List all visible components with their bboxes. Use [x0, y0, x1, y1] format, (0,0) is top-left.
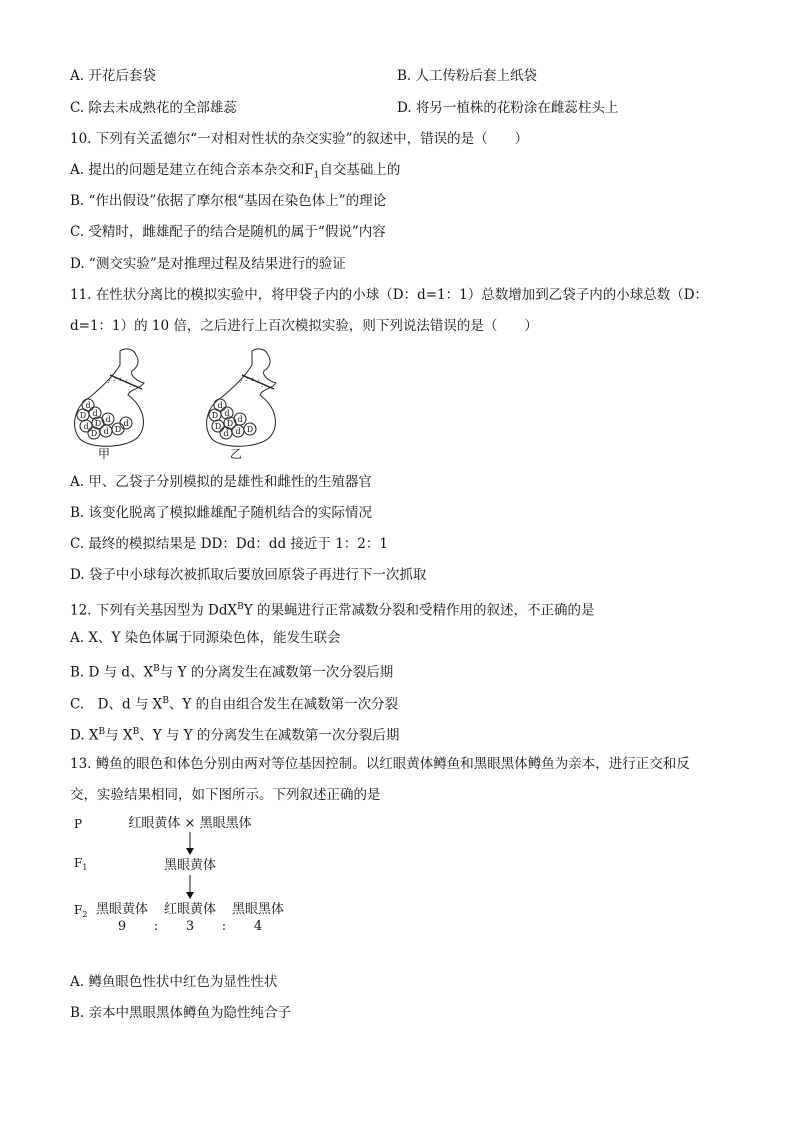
- q11-stem-line1: 11. 在性状分离比的模拟实验中，将甲袋子内的小球（D：d=1：1）总数增加到乙袋子内的小球总数（D：: [70, 287, 709, 303]
- q11-option-d: D. 袋子中小球每次被抓取后要放回原袋子再进行下一次抓取: [70, 567, 427, 583]
- q9-option-d: D. 将另一植株的花粉涂在雌蕊柱头上: [397, 100, 619, 116]
- ball-label: d: [237, 415, 243, 424]
- f1-subscript: 1: [82, 863, 88, 872]
- q10-option-a-pre: A. 提出的问题是建立在纯合亲本杂交和F: [70, 162, 314, 178]
- q12-option-b-sup: B: [153, 664, 160, 674]
- q10-stem: 10. 下列有关孟德尔“一对相对性状的杂交实验”的叙述中，错误的是（ ）: [70, 131, 529, 147]
- q12-option-d-pre: D. X: [70, 727, 99, 744]
- q11-bags-figure: [70, 345, 300, 463]
- ball-label: d: [224, 409, 230, 418]
- bag-jia: [75, 349, 144, 446]
- ratio-value-3: 4: [253, 919, 263, 934]
- f1-phenotype: 黑眼黄体: [163, 858, 217, 873]
- q12-option-d-post: 、Y 与 Y 的分离发生在减数第一次分裂后期: [139, 727, 400, 744]
- ball-label: D: [211, 411, 219, 420]
- f2-phenotype-1: 黑眼黄体: [95, 902, 149, 917]
- q12-option-d-mid: 与 X: [105, 727, 133, 744]
- ratio-colon-1: :: [153, 919, 159, 934]
- q12-option-c-sup: B: [162, 696, 169, 706]
- bag-yi-label: 乙: [229, 447, 243, 461]
- ball-label: D: [226, 419, 234, 428]
- q12-option-d-sup1: B: [98, 727, 106, 737]
- f1-letter: F: [74, 856, 83, 870]
- q11-option-c: C. 最终的模拟结果是 DD：Dd：dd 接近于 1：2：1: [70, 536, 388, 552]
- q10-option-a-sub: 1: [313, 170, 320, 181]
- q12-stem-pre: 12. 下列有关基因型为 DdX: [70, 602, 238, 619]
- q11-stem-line2: d=1：1）的 10 倍，之后进行上百次模拟实验，则下列说法错误的是（ ）: [70, 318, 538, 334]
- bag-jia-label: 甲: [97, 447, 111, 461]
- q12-option-c-post: 、Y 的自由组合发生在减数第一次分裂: [168, 696, 399, 713]
- q12-option-a: A. X、Y 染色体属于同源染色体，能发生联会: [70, 630, 341, 646]
- q10-option-a: [70, 161, 400, 185]
- ball-label: D: [94, 419, 102, 428]
- arrow-head: [186, 848, 194, 855]
- f2-subscript: 2: [82, 910, 88, 919]
- ball-label: D: [90, 429, 98, 438]
- p-cross-text: 红眼黄体 × 黑眼黑体: [128, 816, 252, 831]
- f2-phenotype-2: 红眼黄体: [163, 902, 217, 917]
- q10-option-a-post: 自交基础上的: [319, 162, 401, 178]
- q11-option-b: B. 该变化脱离了模拟雌雄配子随机结合的实际情况: [70, 505, 373, 521]
- q12-option-d-sup2: B: [132, 727, 140, 737]
- ball-label: D: [214, 422, 222, 431]
- q10-option-d: D. “测交实验”是对推理过程及结果进行的验证: [70, 256, 346, 272]
- ball-label: d: [105, 415, 111, 424]
- ball-label: D: [246, 425, 254, 434]
- q12-stem: [70, 598, 594, 620]
- q13-stem-line1: 13. 鳟鱼的眼色和体色分别由两对等位基因控制。以红眼黄体鳟鱼和黑眼黑体鳟鱼为亲本，进行正交和反: [70, 756, 690, 772]
- q11-option-a: A. 甲、乙袋子分别模拟的是雄性和雌性的生殖器官: [70, 474, 372, 490]
- q9-option-c: C. 除去未成熟花的全部雄蕊: [70, 100, 237, 116]
- bag-jia-balls: [77, 399, 132, 439]
- ball-label: D: [79, 411, 87, 420]
- q13-cross-diagram: [70, 810, 310, 940]
- q12-option-b: [70, 660, 393, 682]
- generation-label-f1: [74, 856, 87, 872]
- f2-letter: F: [74, 903, 83, 917]
- q12-stem-post: Y 的果蝇进行正常减数分裂和受精作用的叙述，不正确的是: [243, 602, 595, 619]
- f2-phenotype-3: 黑眼黑体: [231, 902, 285, 917]
- bag-yi: [207, 349, 276, 446]
- q12-stem-sup: B: [237, 602, 244, 612]
- generation-label-f2: [74, 903, 87, 919]
- q13-stem-line2: 交，实验结果相同，如下图所示。下列叙述正确的是: [70, 787, 381, 803]
- ball-label: d: [217, 401, 223, 410]
- arrow-head: [186, 892, 194, 899]
- q12-option-c-pre: C. D、d 与 X: [70, 696, 163, 713]
- ball-label: d: [235, 427, 241, 436]
- ball-label: d: [123, 419, 129, 428]
- q12-option-b-pre: B. D 与 d、X: [70, 664, 154, 681]
- ball-label: D: [114, 425, 122, 434]
- ball-label: d: [83, 422, 89, 431]
- q13-option-b: B. 亲本中黑眼黑体鳟鱼为隐性纯合子: [70, 1005, 292, 1021]
- q9-option-b: B. 人工传粉后套上纸袋: [397, 68, 538, 84]
- ball-label: d: [223, 429, 229, 438]
- ball-label: d: [85, 401, 91, 410]
- ball-label: d: [103, 427, 109, 436]
- q13-option-a: A. 鳟鱼眼色性状中红色为显性性状: [70, 974, 278, 990]
- ball-label: d: [92, 409, 98, 418]
- generation-label-p: P: [74, 817, 83, 831]
- ratio-colon-2: :: [221, 919, 227, 934]
- q12-option-d: [70, 723, 399, 745]
- bag-yi-balls: [209, 399, 256, 439]
- ratio-value-2: 3: [185, 919, 195, 934]
- q12-option-c: [70, 692, 398, 714]
- q10-option-c: C. 受精时，雌雄配子的结合是随机的属于“假说”内容: [70, 224, 386, 240]
- ratio-value-1: 9: [117, 919, 127, 934]
- q10-option-b: B. “作出假设”依据了摩尔根“基因在染色体上”的理论: [70, 193, 387, 209]
- q12-option-b-post: 与 Y 的分离发生在减数第一次分裂后期: [159, 664, 394, 681]
- q9-option-a: A. 开花后套袋: [70, 68, 156, 84]
